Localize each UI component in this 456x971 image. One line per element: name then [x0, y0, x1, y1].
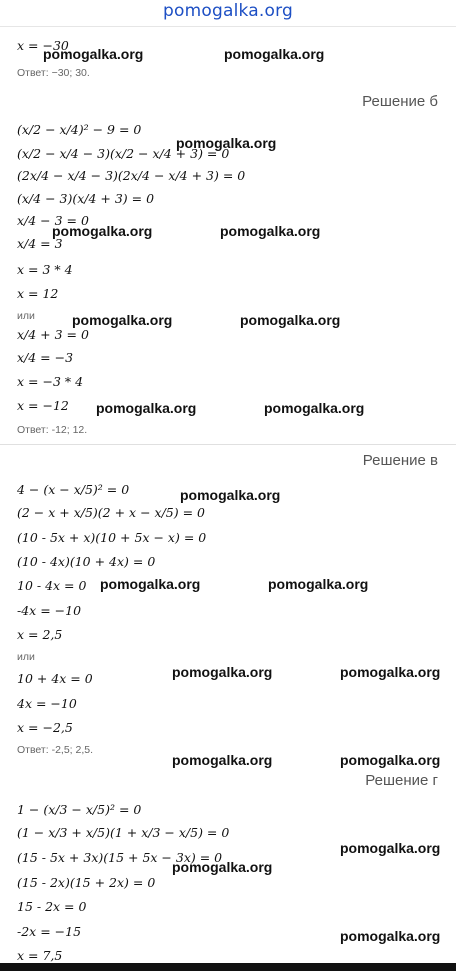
watermark: pomogalka.org: [172, 859, 273, 875]
equation-line: (10 - 4x)(10 + 4x) = 0: [17, 554, 156, 569]
watermark: pomogalka.org: [220, 223, 321, 239]
watermark: pomogalka.org: [180, 487, 281, 503]
watermark: pomogalka.org: [240, 312, 341, 328]
equation-line: 10 + 4x = 0: [17, 671, 93, 686]
equation-line: x = −12: [17, 398, 69, 413]
section-title-b: Решение б: [362, 93, 438, 110]
watermark: pomogalka.org: [340, 664, 441, 680]
equation-line: x = 3 * 4: [17, 262, 73, 277]
equation-line: 10 - 4x = 0: [17, 578, 87, 593]
answer-text: Ответ: -12; 12.: [17, 424, 88, 436]
equation-line: (15 - 2x)(15 + 2x) = 0: [17, 875, 156, 890]
equation-line: (15 - 5x + 3x)(15 + 5x − 3x) = 0: [17, 850, 223, 865]
equation-line: (1 − x/3 + x/5)(1 + x/3 − x/5) = 0: [17, 825, 230, 840]
equation-line: -4x = −10: [17, 603, 82, 618]
watermark: pomogalka.org: [172, 752, 273, 768]
watermark: pomogalka.org: [176, 135, 277, 151]
equation-line: 1 − (x/3 − x/5)² = 0: [17, 802, 142, 817]
equation-line: x/4 − 3 = 0: [17, 213, 89, 228]
equation-line: x = −2,5: [17, 720, 73, 735]
watermark: pomogalka.org: [264, 400, 365, 416]
watermark: pomogalka.org: [224, 46, 325, 62]
equation-line: 15 - 2x = 0: [17, 899, 87, 914]
watermark: pomogalka.org: [72, 312, 173, 328]
equation-line: (x/2 − x/4)² − 9 = 0: [17, 122, 142, 137]
equation-line: x = 2,5: [17, 627, 63, 642]
site-logo[interactable]: pomogalka.org: [163, 1, 293, 21]
or-text: или: [17, 310, 35, 322]
equation-line: (2x/4 − x/4 − 3)(2x/4 − x/4 + 3) = 0: [17, 168, 246, 183]
equation-line: x/4 = 3: [17, 236, 63, 251]
section-title-v: Решение в: [362, 452, 438, 469]
equation-line: x/4 + 3 = 0: [17, 327, 89, 342]
equation-line: x = 7,5: [17, 948, 63, 963]
watermark: pomogalka.org: [96, 400, 197, 416]
answer-text: Ответ: −30; 30.: [17, 67, 90, 79]
watermark: pomogalka.org: [172, 664, 273, 680]
watermark: pomogalka.org: [268, 576, 369, 592]
equation-line: (2 − x + x/5)(2 + x − x/5) = 0: [17, 505, 205, 520]
watermark: pomogalka.org: [100, 576, 201, 592]
watermark: pomogalka.org: [340, 840, 441, 856]
equation-line: x = −3 * 4: [17, 374, 84, 389]
equation-line: x/4 = −3: [17, 350, 74, 365]
watermark: pomogalka.org: [52, 223, 153, 239]
equation-line: 4 − (x − x/5)² = 0: [17, 482, 130, 497]
equation-line: 4x = −10: [17, 696, 77, 711]
watermark: pomogalka.org: [340, 928, 441, 944]
watermark: pomogalka.org: [43, 46, 144, 62]
equation-line: -2x = −15: [17, 924, 82, 939]
equation-line: x = −30: [17, 38, 69, 53]
equation-line: x = 12: [17, 286, 59, 301]
answer-text: Ответ: -2,5; 2,5.: [17, 744, 94, 756]
watermark: pomogalka.org: [340, 752, 441, 768]
site-header: [0, 0, 456, 27]
or-text: или: [17, 651, 35, 663]
equation-line: (10 - 5x + x)(10 + 5x − x) = 0: [17, 530, 207, 545]
section-title-g: Решение г: [365, 772, 438, 789]
equation-line: (x/2 − x/4 − 3)(x/2 − x/4 + 3) = 0: [17, 146, 230, 161]
bottom-bar: [0, 963, 456, 971]
section-divider: [0, 444, 456, 445]
equation-line: (x/4 − 3)(x/4 + 3) = 0: [17, 191, 155, 206]
